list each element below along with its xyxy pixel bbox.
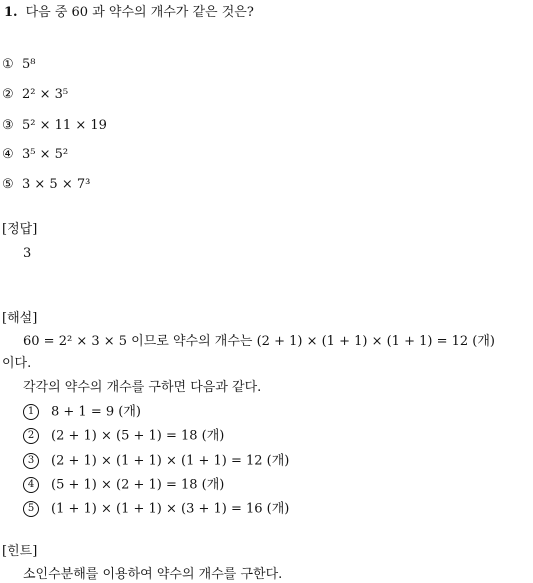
explanation-item-3-text: (2 + 1) × (1 + 1) × (1 + 1) = 12 (개) [51, 453, 290, 469]
option-4-mark: ④ [2, 147, 14, 162]
explanation-item-4-text: (5 + 1) × (2 + 1) = 18 (개) [51, 477, 225, 493]
explanation-item-1-mark: 1 [23, 404, 39, 420]
option-2-text: 2² × 3⁵ [22, 87, 69, 102]
explanation-item-2-mark: 2 [23, 428, 39, 444]
question-line [4, 5, 254, 21]
explanation-item-1 [23, 404, 141, 421]
option-4-text: 3⁵ × 5² [22, 147, 69, 162]
option-4 [2, 147, 68, 163]
option-3 [2, 118, 107, 134]
hint-label: [힌트] [2, 544, 38, 559]
explanation-item-5-text: (1 + 1) × (1 + 1) × (3 + 1) = 16 (개) [51, 501, 290, 517]
question-number: 1. [4, 5, 18, 20]
hint-text: 소인수분해를 이용하여 약수의 개수를 구한다. [23, 567, 283, 582]
explanation-label: [해설] [2, 311, 38, 326]
question-text: 다음 중 60 과 약수의 개수가 같은 것은? [25, 5, 254, 20]
explanation-item-4 [23, 477, 224, 494]
option-5-mark: ⑤ [2, 177, 14, 192]
explanation-item-4-mark: 4 [23, 477, 39, 493]
explanation-line-1: 60 = 2² × 3 × 5 이므로 약수의 개수는 (2 + 1) × (1 + 1) × (1 + 1) = 12 (개) [23, 334, 495, 349]
option-1 [2, 57, 35, 73]
explanation-item-2 [23, 428, 224, 445]
option-2-mark: ② [2, 87, 14, 102]
option-1-mark: ① [2, 57, 14, 72]
option-5-text: 3 × 5 × 7³ [22, 177, 91, 192]
option-3-mark: ③ [2, 118, 14, 133]
explanation-line-3: 각각의 약수의 개수를 구하면 다음과 같다. [23, 380, 262, 395]
explanation-item-2-text: (2 + 1) × (5 + 1) = 18 (개) [51, 428, 225, 444]
explanation-item-3-mark: 3 [23, 453, 39, 469]
option-3-text: 5² × 11 × 19 [22, 118, 107, 133]
option-2 [2, 87, 68, 103]
option-5 [2, 177, 90, 193]
explanation-item-1-text: 8 + 1 = 9 (개) [51, 404, 141, 420]
explanation-line-2: 이다. [2, 356, 32, 371]
explanation-item-5 [23, 501, 289, 518]
option-1-text: 5⁸ [22, 57, 36, 72]
explanation-item-3 [23, 453, 289, 470]
answer-value: 3 [23, 246, 32, 261]
answer-label: [정답] [2, 222, 38, 237]
explanation-item-5-mark: 5 [23, 501, 39, 517]
